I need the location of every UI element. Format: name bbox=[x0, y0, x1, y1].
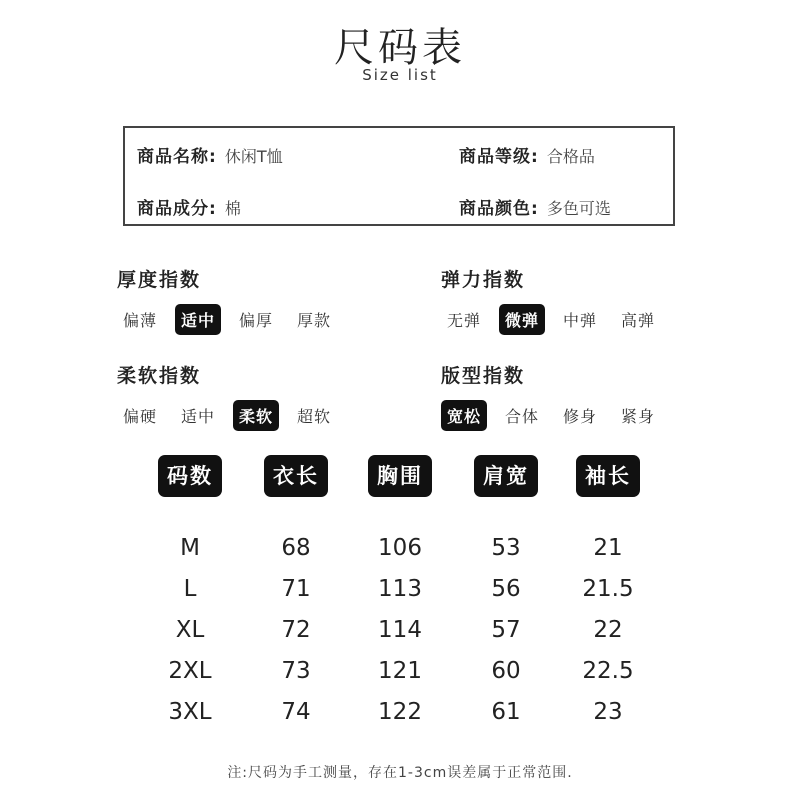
product-grade-row bbox=[459, 142, 595, 167]
attr-elasticity-option: 中弹 bbox=[563, 311, 598, 330]
measurement-note: 注:尺码为手工测量，存在1-3cm误差属于正常范围. bbox=[227, 765, 573, 781]
product-info-box bbox=[123, 126, 675, 226]
attr-fit-option: 紧身 bbox=[621, 407, 656, 426]
table-cell: 22.5 bbox=[582, 658, 634, 684]
table-cell: 72 bbox=[281, 617, 311, 643]
table-cell: 73 bbox=[281, 658, 311, 684]
table-cell: 56 bbox=[491, 576, 521, 602]
size-table-header bbox=[0, 455, 800, 499]
page-subtitle: Size list bbox=[362, 66, 438, 84]
attr-elasticity-title: 弹力指数 bbox=[441, 269, 526, 291]
attr-thickness-options bbox=[117, 304, 349, 335]
attr-elasticity-option: 高弹 bbox=[621, 311, 656, 330]
table-cell: 57 bbox=[491, 617, 521, 643]
header-length: 衣长 bbox=[264, 455, 328, 497]
table-cell: L bbox=[183, 576, 197, 602]
attr-thickness-option: 偏厚 bbox=[239, 311, 274, 330]
attr-fit-option: 宽松 bbox=[441, 400, 487, 431]
table-cell: 53 bbox=[491, 535, 521, 561]
table-cell: 60 bbox=[491, 658, 521, 684]
table-cell: 71 bbox=[281, 576, 311, 602]
attr-softness-option: 超软 bbox=[297, 407, 332, 426]
product-material-label: 商品成分: bbox=[137, 199, 217, 219]
table-cell: 74 bbox=[281, 699, 311, 725]
table-cell: 3XL bbox=[168, 699, 212, 725]
product-color-label: 商品颜色: bbox=[459, 199, 539, 219]
table-cell: XL bbox=[175, 617, 205, 643]
attr-thickness-option: 偏薄 bbox=[123, 311, 158, 330]
attr-softness-option: 柔软 bbox=[233, 400, 279, 431]
attr-softness-title: 柔软指数 bbox=[117, 365, 202, 387]
attr-thickness-title: 厚度指数 bbox=[117, 269, 202, 291]
attr-thickness-option: 适中 bbox=[175, 304, 221, 335]
attr-fit-title: 版型指数 bbox=[441, 365, 526, 387]
attr-elasticity-options bbox=[441, 304, 673, 335]
table-cell: 61 bbox=[491, 699, 521, 725]
attr-elasticity bbox=[441, 265, 673, 335]
attr-softness-option: 适中 bbox=[181, 407, 216, 426]
table-cell: 114 bbox=[378, 617, 422, 643]
header-sleeve: 袖长 bbox=[576, 455, 640, 497]
product-name-row bbox=[137, 142, 283, 167]
table-cell: 23 bbox=[593, 699, 623, 725]
product-name-label: 商品名称: bbox=[137, 147, 217, 167]
header-shoulder: 肩宽 bbox=[474, 455, 538, 497]
table-cell: 22 bbox=[593, 617, 623, 643]
attr-fit-option: 合体 bbox=[505, 407, 540, 426]
product-grade-value: 合格品 bbox=[546, 147, 595, 166]
attr-elasticity-option: 微弹 bbox=[499, 304, 545, 335]
table-cell: 21.5 bbox=[582, 576, 634, 602]
attr-thickness bbox=[117, 265, 349, 335]
product-material-row bbox=[137, 194, 241, 219]
product-material-value: 棉 bbox=[224, 199, 241, 218]
attr-softness bbox=[117, 361, 349, 431]
table-cell: 122 bbox=[378, 699, 422, 725]
table-cell: M bbox=[180, 535, 200, 561]
page-title: 尺码表 bbox=[334, 25, 466, 71]
attr-thickness-option: 厚款 bbox=[297, 311, 332, 330]
attr-softness-options bbox=[117, 400, 349, 431]
attr-softness-option: 偏硬 bbox=[123, 407, 158, 426]
product-grade-label: 商品等级: bbox=[459, 147, 539, 167]
table-cell: 113 bbox=[378, 576, 422, 602]
attr-fit-option: 修身 bbox=[563, 407, 598, 426]
table-cell: 21 bbox=[593, 535, 623, 561]
header-chest: 胸围 bbox=[368, 455, 432, 497]
product-color-value: 多色可选 bbox=[546, 199, 611, 218]
attr-fit bbox=[441, 361, 673, 431]
table-cell: 2XL bbox=[168, 658, 212, 684]
attr-fit-options bbox=[441, 400, 673, 431]
table-cell: 106 bbox=[378, 535, 422, 561]
product-name-value: 休闲T恤 bbox=[224, 147, 283, 166]
table-cell: 121 bbox=[378, 658, 422, 684]
product-color-row bbox=[459, 194, 611, 219]
header-size: 码数 bbox=[158, 455, 222, 497]
table-cell: 68 bbox=[281, 535, 311, 561]
attr-elasticity-option: 无弹 bbox=[447, 311, 482, 330]
